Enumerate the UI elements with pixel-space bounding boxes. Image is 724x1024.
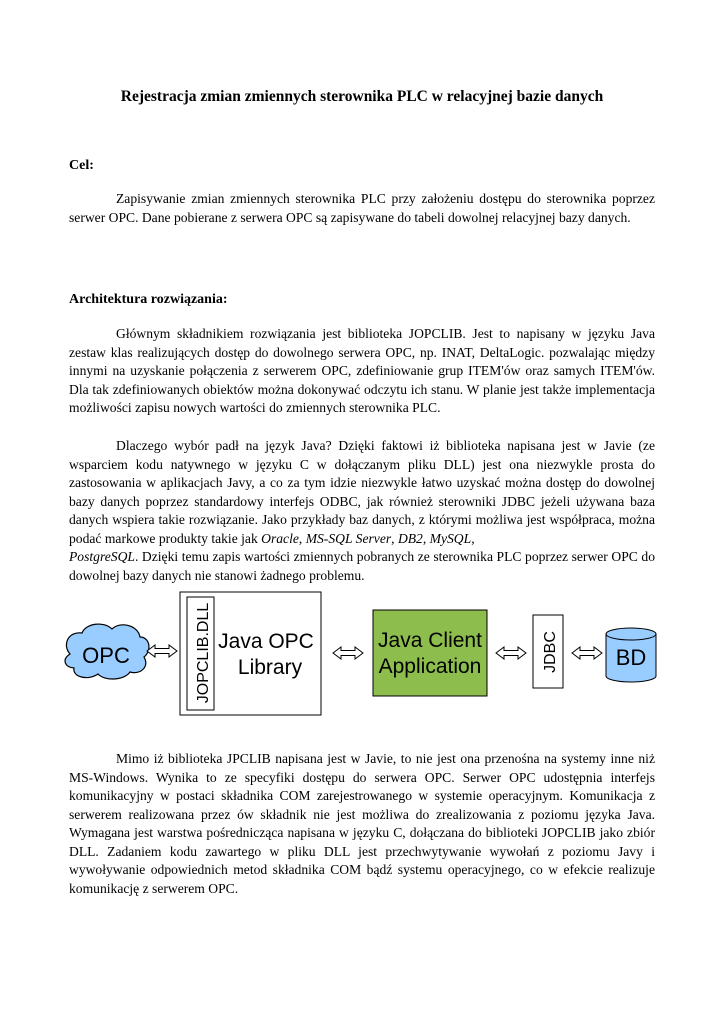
opc-label: OPC bbox=[82, 643, 130, 668]
product-ms-sql-server: MS-SQL Server bbox=[305, 530, 392, 546]
double-arrow-jdbc-db bbox=[572, 647, 602, 659]
java-client-application-box bbox=[373, 610, 487, 696]
double-arrow-opc-dll bbox=[147, 645, 177, 657]
product-db2: DB2 bbox=[397, 530, 423, 546]
jopclib-dll-label: JOPCLIB.DLL bbox=[195, 602, 212, 704]
section-heading-goal: Cel: bbox=[69, 158, 94, 173]
product-postgresql: PostgreSQL bbox=[69, 549, 135, 564]
db-label: BD bbox=[615, 645, 647, 670]
paragraph-text: Dlaczego wybór padł na język Java? Dzięki faktowi iż biblioteka napisana jest w Javie (ze wsparciem kodu natywnego w języku C w dołączanym pliku DLL) jest ona niezwykle prosta do zastosowania w aplikacjach Javy, a co za tym idzie niezwykle łatwo uzyskać można dostęp do dowolnej bazy danych poprzez standardowy interfejs ODBC, jak również sterowniki JDBC jeżeli używana baza danych wspiera takie rozwiązanie. Jako przykłady baz danych, z którymi możliwa jest współpraca, można podać markowe produkty takie jak bbox=[69, 438, 655, 546]
architecture-paragraph-2 bbox=[69, 437, 655, 585]
double-arrow-library-client bbox=[333, 647, 363, 659]
database-cylinder bbox=[606, 628, 656, 682]
architecture-paragraph-1: Głównym składnikiem rozwiązania jest biblioteka JOPCLIB. Jest to napisany w języku Java zestaw klas realizujących dostęp do dowolnego serwera OPC, np. INAT, DeltaLogic. pozwalając między innymi na uzyskanie połączenia z serwerem OPC, zdefiniowanie grup ITEM'ów oraz samych ITEM'ów. Dla tak zdefiniowanych obiektów można dokonywać odczytu ich stanu. W planie jest także implementacja możliwości zapisu nowych wartości do zmiennych sterownika PLC. bbox=[69, 326, 655, 415]
product-mysql: MySQL bbox=[429, 530, 472, 546]
opc-cloud bbox=[65, 624, 149, 679]
paragraph-text: . Dzięki temu zapis wartości zmiennych pobranych ze sterownika PLC poprzez serwer OPC do dowolnej bazy danych nie stanowi żadnego problemu. bbox=[69, 549, 655, 583]
cylinder-top bbox=[606, 628, 656, 640]
document-title: Rejestracja zmian zmiennych sterownika PLC w relacyjnej bazie danych bbox=[120, 88, 604, 105]
separator: , bbox=[298, 530, 306, 546]
library-label-line2: Library bbox=[237, 656, 303, 679]
separator: , bbox=[391, 530, 398, 546]
product-oracle: Oracle bbox=[261, 530, 299, 546]
double-arrow-client-jdbc bbox=[496, 647, 526, 659]
client-label-line1: Java Client bbox=[378, 629, 482, 652]
architecture-diagram bbox=[0, 585, 724, 725]
client-label-line2: Application bbox=[378, 655, 482, 678]
goal-paragraph: Zapisywanie zmian zmiennych sterownika PLC przy założeniu dostępu do sterownika poprzez serwer OPC. Dane pobierane z serwera OPC są zapisywane do tabeli dowolnej relacyjnej bazy danych. bbox=[69, 191, 655, 225]
separator: , bbox=[471, 530, 475, 546]
section-heading-architecture: Architektura rozwiązania: bbox=[69, 292, 228, 307]
jdbc-label: JDBC bbox=[542, 631, 559, 673]
library-label-line1: Java OPC bbox=[218, 630, 314, 653]
separator: , bbox=[422, 530, 430, 546]
closing-paragraph: Mimo iż biblioteka JPCLIB napisana jest w Javie, to nie jest ona przenośna na systemy inne niż MS-Windows. Wynika to ze specyfiki dostępu do serwera OPC. Serwer OPC udostępnia interfejs komunikacyjny w postaci składnika COM zarejestrowanego w systemie operacyjnym. Komunikacja z serwerem realizowana przez ów składnik nie jest możliwa do zrealizowania z poziomu języka Java. Wymagana jest warstwa pośrednicząca napisana w języku C, dołączana do biblioteki JOPCLIB jako zbiór DLL. Zadaniem kodu zawartego w pliku DLL jest przechwytywanie wywołań z poziomu Javy i wywoływanie odpowiednich metod składnika COM bądź systemu operacyjnego, co w efekcie realizuje komunikację z serwerem OPC. bbox=[69, 751, 655, 896]
